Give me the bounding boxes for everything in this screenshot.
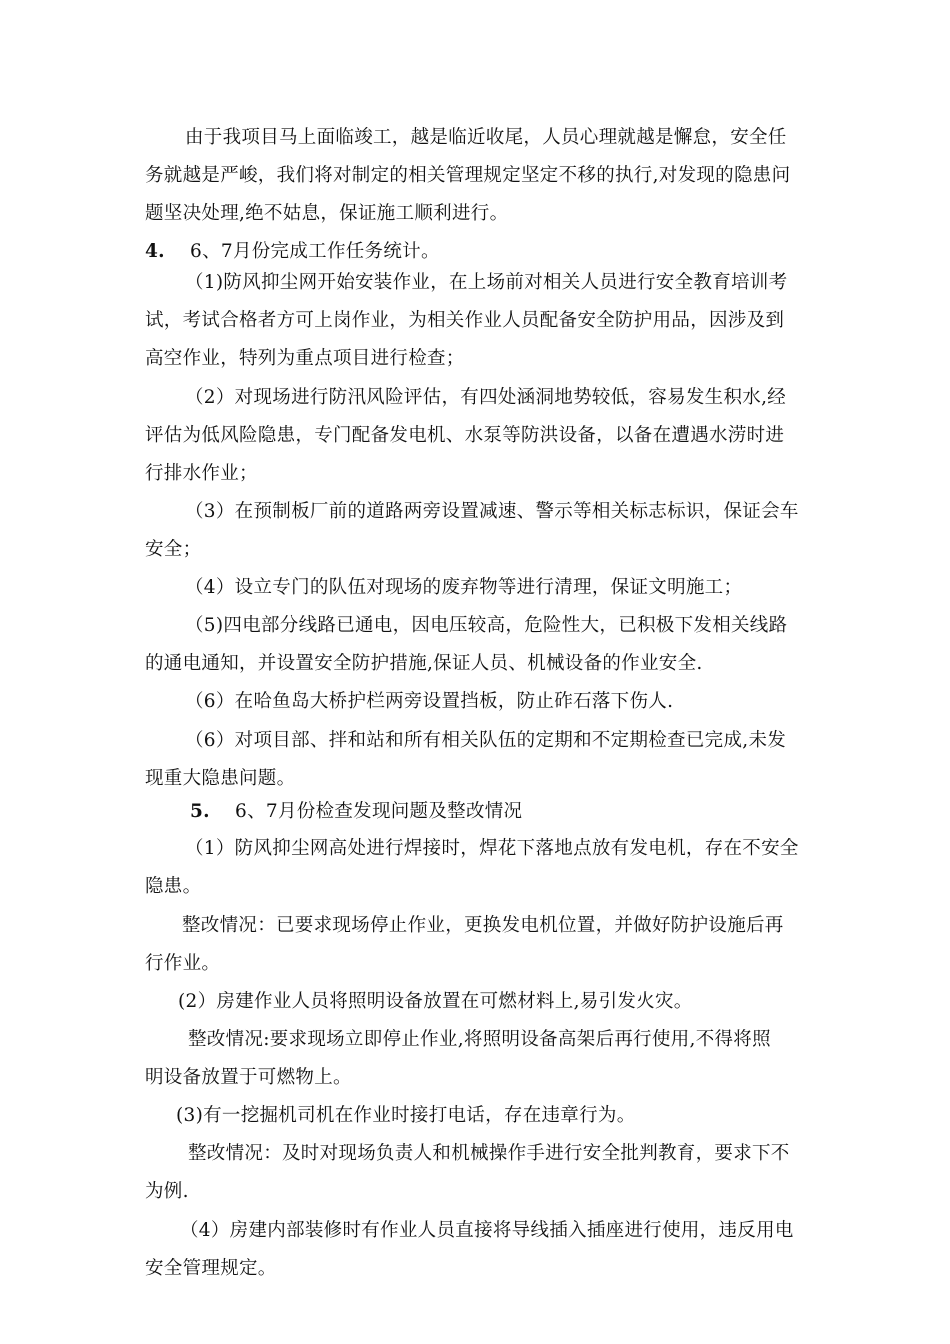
text-line: （3）在预制板厂前的道路两旁设置减速、警示等相关标志标识，保证会车	[185, 501, 799, 522]
text-line: 整改情况：及时对现场负责人和机械操作手进行安全批判教育，要求下不	[188, 1143, 790, 1164]
text-line: 题坚决处理,绝不姑息，保证施工顺利进行。	[145, 203, 509, 224]
section-number: 4.	[145, 241, 165, 262]
text-line: （1）防风抑尘网高处进行焊接时，焊花下落地点放有发电机，存在不安全	[185, 838, 799, 859]
section-heading-4	[145, 239, 440, 265]
text-line: （6）对项目部、拌和站和所有相关队伍的定期和不定期检查已完成,未发	[185, 730, 787, 751]
text-line: 明设备放置于可燃物上。	[145, 1067, 352, 1088]
text-line: （5)四电部分线路已通电，因电压较高，危险性大，已积极下发相关线路	[185, 615, 788, 636]
text-line: 安全；	[145, 539, 202, 560]
text-line: 试，考试合格者方可上岗作业，为相关作业人员配备安全防护用品，因涉及到	[145, 310, 785, 331]
text-line: 务就越是严峻，我们将对制定的相关管理规定坚定不移的执行,对发现的隐患问	[145, 165, 791, 186]
section-heading-5	[190, 799, 522, 825]
text-line: 整改情况:要求现场立即停止作业,将照明设备高架后再行使用,不得将照	[188, 1029, 771, 1050]
text-line: 安全管理规定。	[145, 1258, 277, 1279]
text-line: 现重大隐患问题。	[145, 768, 296, 789]
text-line: 为例.	[145, 1181, 189, 1202]
text-line: （4）设立专门的队伍对现场的废弃物等进行清理，保证文明施工；	[185, 577, 743, 598]
text-line: 行排水作业；	[145, 463, 258, 484]
text-line: （6）在哈鱼岛大桥护栏两旁设置挡板，防止砟石落下伤人.	[185, 691, 674, 712]
section-title: 6、7月份检查发现问题及整改情况	[235, 801, 523, 822]
text-line: 高空作业，特列为重点项目进行检查；	[145, 348, 465, 369]
text-line: （4）房建内部装修时有作业人员直接将导线插入插座进行使用，违反用电	[180, 1220, 794, 1241]
text-line: 行作业。	[145, 953, 221, 974]
text-line: 评估为低风险隐患，专门配备发电机、水泵等防洪设备，以备在遭遇水涝时进	[145, 425, 785, 446]
section-number: 5.	[190, 801, 210, 822]
text-line: 整改情况：已要求现场停止作业，更换发电机位置，并做好防护设施后再	[182, 915, 784, 936]
text-line: 的通电通知，并设置安全防护措施,保证人员、机械设备的作业安全.	[145, 653, 703, 674]
text-line: 隐患。	[145, 876, 202, 897]
section-title: 6、7月份完成工作任务统计。	[190, 241, 440, 262]
text-line: (3)有一挖掘机司机在作业时接打电话，存在违章行为。	[176, 1105, 636, 1126]
text-line: （2）对现场进行防汛风险评估，有四处涵洞地势较低，容易发生积水,经	[185, 387, 787, 408]
text-line: (2）房建作业人员将照明设备放置在可燃材料上,易引发火灾。	[178, 991, 693, 1012]
text-line: 由于我项目马上面临竣工，越是临近收尾，人员心理就越是懈怠，安全任	[185, 127, 787, 148]
text-line: （1)防风抑尘网开始安装作业，在上场前对相关人员进行安全教育培训考	[185, 272, 788, 293]
